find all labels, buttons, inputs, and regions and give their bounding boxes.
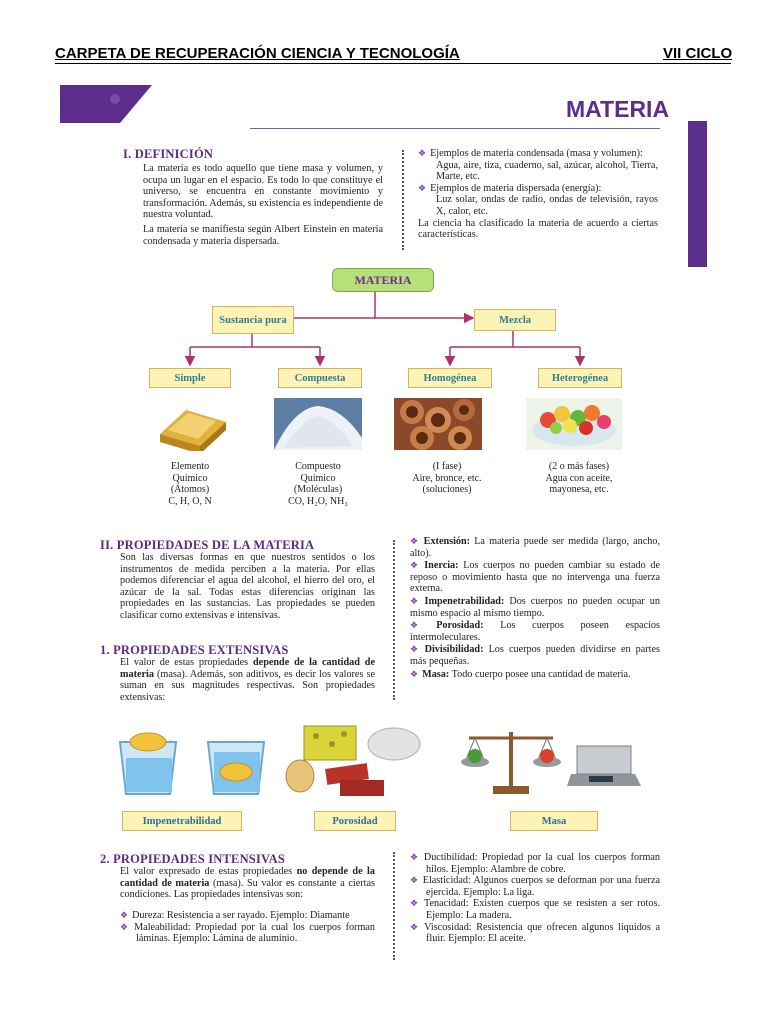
section2-divider — [393, 540, 395, 700]
diamond-bullet-icon: ❖ — [410, 921, 421, 932]
extensive-item — [410, 620, 660, 643]
caption-line: Químico — [300, 472, 336, 484]
desc: Dos cuerpos no pueden ocupar un mismo espacio al mismo tiempo. — [410, 595, 660, 619]
classification-note: La ciencia ha clasificado la materia de acuerdo a ciertas características. — [418, 217, 658, 241]
term: Divisibilidad: — [424, 644, 484, 656]
intensive-item — [120, 922, 375, 945]
porosity-materials-image — [282, 722, 432, 802]
desc: Todo cuerpo posee una cantidad de materia. — [449, 668, 631, 680]
caption-line: Elemento — [170, 461, 210, 472]
intensive-item — [410, 852, 660, 875]
desc: Elasticidad: Algunos cuerpos se deforman por una fuerza ejercida. Ejemplo: La liga. — [422, 875, 660, 898]
section2b-divider — [393, 852, 395, 960]
caption-heterogeneous — [526, 461, 632, 496]
intensive-intro-bold: no depende de la cantidad de materia — [120, 866, 375, 889]
caption-line: (soluciones) — [422, 484, 472, 495]
desc: La materia puede ser medida (largo, ancho, alto). — [410, 536, 660, 559]
diagram-node-compound: Compuesta — [278, 368, 362, 388]
extensive-intro — [120, 657, 375, 703]
diamond-bullet-icon: ❖ — [410, 560, 421, 571]
caption-simple — [140, 461, 240, 507]
desc: Ductibilidad: Propiedad por la cual los cuerpos forman hilos. Ejemplo: Alambre de cobre. — [423, 852, 660, 875]
diamond-bullet-icon: ❖ — [410, 595, 421, 606]
diamond-bullet-icon: ❖ — [410, 668, 419, 679]
diagram-node-heterogeneous: Heterogénea — [538, 368, 622, 388]
copper-pipes-image — [394, 398, 482, 450]
extensive-item — [410, 644, 660, 667]
label-porosity: Porosidad — [314, 811, 396, 831]
document-header-cycle: VII CICLO — [663, 45, 733, 62]
section1-p1: La materia es todo aquello que tiene masa y volumen, y ocupa un lugar en el espacio. Es todo lo que constituye el universo, se encuentra en constante movimiento y transformación. Además, su existencia es independiente de nuestra voluntad. — [143, 163, 383, 221]
caption-line: Aire, bronce, etc. — [412, 472, 482, 484]
section2-title: II. PROPIEDADES DE LA MATERIA — [100, 538, 315, 552]
condensed-examples: Agua, aire, tiza, cuaderno, sal, azúcar, alcohol, Tierra, Marte, etc. — [436, 159, 658, 183]
intensive-intro-c: (masa). Su valor es constante a ciertas condiciones. Las propiedades intensivas son: — [120, 877, 375, 901]
extensive-item — [410, 596, 660, 619]
diamond-bullet-icon: ❖ — [418, 182, 427, 193]
caption-line: (2 o más fases) — [548, 461, 610, 472]
caption-line: (I fase) — [432, 461, 462, 472]
intensive-item — [410, 898, 660, 921]
salt-pile-image — [274, 398, 362, 450]
extensive-intro-bold: depende de la cantidad de materia — [120, 657, 375, 680]
diagram-node-pure-substance: Sustancia pura — [212, 306, 294, 334]
extensive-intro-a: El valor de estas propiedades — [120, 657, 254, 668]
extensive-intro-c: (masa). Además, son aditivos, es decir los valores se suman en sus magnitudes respectivas. Son propiedades extensivas: — [120, 668, 375, 703]
caption-homogeneous — [394, 461, 500, 496]
caption-compound — [268, 461, 368, 507]
extensive-list — [410, 536, 660, 680]
intensive-list-right — [410, 852, 660, 945]
diagram-root-materia: MATERIA — [332, 268, 434, 292]
intensive-title: 2. PROPIEDADES INTENSIVAS — [100, 852, 286, 866]
condensed-label: Ejemplos de materia condensada (masa y volumen): — [430, 148, 643, 159]
desc: Dureza: Resistencia a ser rayado. Ejemplo: Diamante — [132, 910, 350, 921]
term: Extensión: — [423, 536, 471, 547]
mass-scales-image — [455, 722, 645, 802]
diamond-bullet-icon: ❖ — [410, 536, 420, 546]
diamond-bullet-icon: ❖ — [410, 852, 420, 862]
caption-line: C, H, O, N — [168, 495, 212, 507]
dispersed-label: Ejemplos de materia dispersada (energía): — [430, 182, 602, 194]
desc: Tenacidad: Existen cuerpos que se resisten a ser rotos. Ejemplo: La madera. — [423, 898, 660, 921]
caption-line: mayonesa, etc. — [549, 484, 609, 495]
impenetrability-glasses-image — [112, 728, 272, 798]
intensive-item — [410, 875, 660, 898]
intensive-list-left — [120, 910, 375, 945]
diamond-bullet-icon: ❖ — [120, 921, 131, 932]
caption-line: (Átomos) — [170, 484, 210, 495]
section1-p2: La materia se manifiesta según Albert Einstein en materia condensada y materia dispersada. — [143, 224, 383, 247]
desc: Viscosidad: Resistencia que ofrecen algunos líquidos a fluir. Ejemplo: El aceite. — [424, 921, 660, 945]
candy-bowl-image — [526, 398, 622, 450]
section2-intro: Son las diversas formas en que nuestros sentidos o los instrumentos de medida perciben a la materia. Por ellas podemos diferenciar el agua del alcohol, el hierro del oro, el azúcar de la sal. Todas estas diferencias originan las propiedades en las sustancias. Las propiedades se pueden clasificar como extensivas e intensivas. — [120, 552, 375, 621]
diagram-node-homogeneous: Homogénea — [408, 368, 492, 388]
extensive-item — [410, 536, 660, 559]
desc: Los cuerpos no pueden cambiar su estado de reposo o movimiento hasta que no intervenga una fuerza externa. — [410, 560, 660, 595]
caption-line: Agua con aceite, — [545, 472, 613, 484]
desc: Maleabilidad: Propiedad por la cual los cuerpos forman láminas. Ejemplo: Lámina de aluminio. — [134, 921, 375, 945]
intensive-intro — [120, 866, 375, 901]
document-header-title: CARPETA DE RECUPERACIÓN CIENCIA Y TECNOLOGÍA — [55, 45, 460, 62]
gold-bar-image — [150, 396, 230, 451]
intensive-item — [410, 922, 660, 945]
label-impenetrability: Impenetrabilidad — [122, 811, 242, 831]
term: Masa: — [422, 668, 450, 680]
intensive-item — [120, 910, 375, 922]
section1-title: I. DEFINICIÓN — [123, 147, 214, 161]
extensive-item — [410, 669, 660, 681]
term: Impenetrabilidad: — [424, 595, 505, 607]
diamond-bullet-icon: ❖ — [410, 898, 420, 909]
extensive-title: 1. PROPIEDADES EXTENSIVAS — [100, 643, 289, 657]
desc: Los cuerpos poseen espacios intermoleculares. — [410, 620, 660, 643]
diamond-bullet-icon: ❖ — [410, 644, 421, 655]
diamond-bullet-icon: ❖ — [410, 620, 433, 631]
caption-line: (Moléculas) — [293, 484, 343, 495]
intensive-intro-a: El valor expresado de estas propiedades — [120, 866, 297, 877]
diagram-node-mixture: Mezcla — [474, 309, 556, 331]
diagram-node-simple: Simple — [149, 368, 231, 388]
diamond-bullet-icon: ❖ — [410, 875, 419, 886]
term: Inercia: — [424, 560, 459, 572]
diamond-bullet-icon: ❖ — [418, 148, 427, 158]
page-title: MATERIA — [566, 96, 670, 122]
caption-line: Compuesto — [295, 461, 341, 472]
diamond-bullet-icon: ❖ — [120, 910, 129, 920]
desc: Los cuerpos pueden dividirse en partes más pequeñas. — [410, 644, 660, 667]
dispersed-examples: Luz solar, ondas de radio, ondas de televisión, rayos X, calor, etc. — [436, 194, 658, 217]
caption-line: Químico — [172, 472, 208, 484]
term: Porosidad: — [436, 620, 484, 632]
label-mass: Masa — [510, 811, 598, 831]
extensive-item — [410, 560, 660, 595]
caption-line: CO, H₂O, NH₃ — [288, 495, 348, 507]
